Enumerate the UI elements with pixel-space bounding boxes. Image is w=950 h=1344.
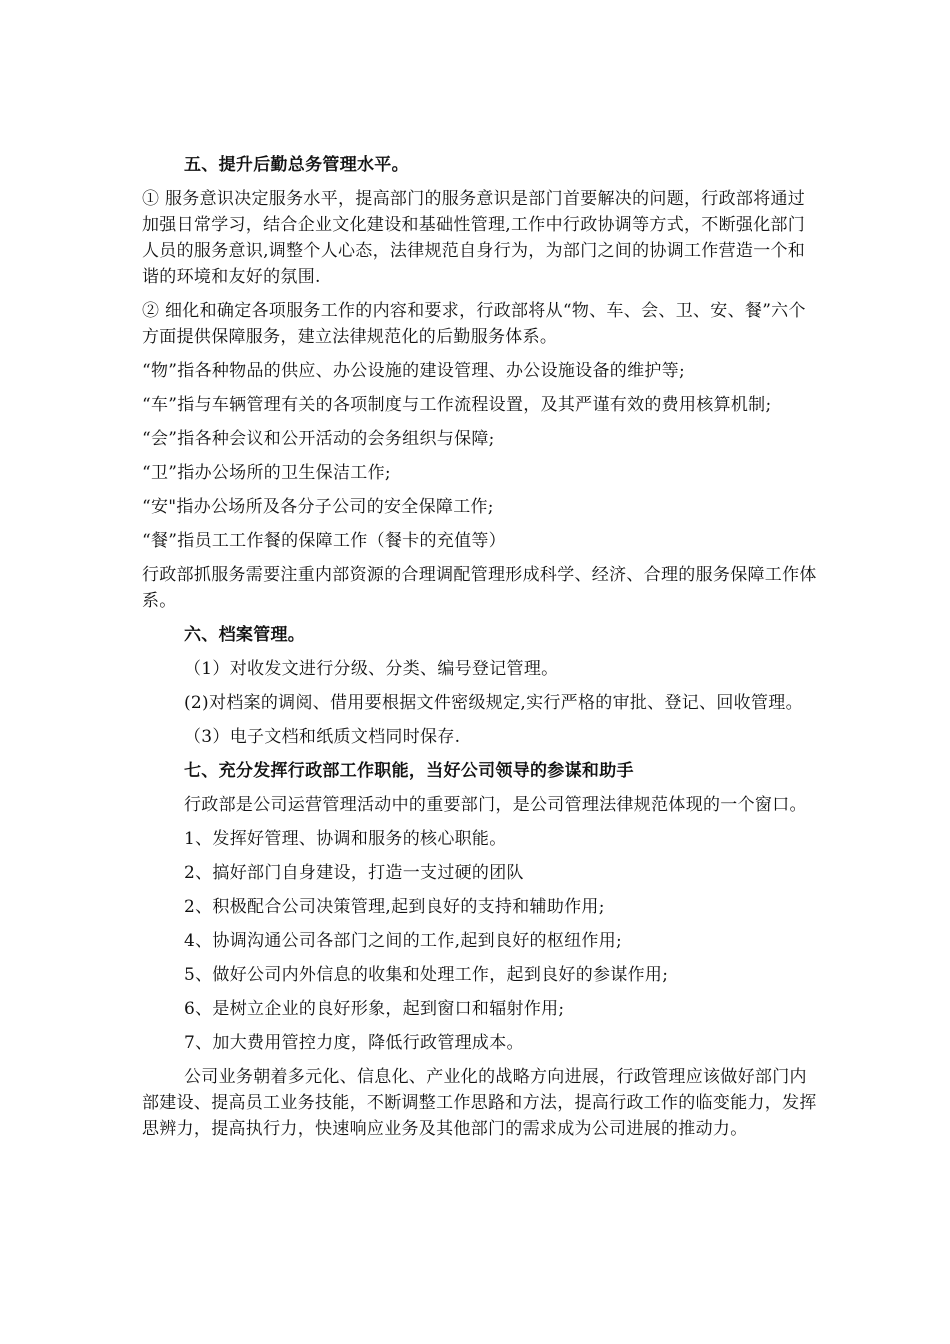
section-7-closing: 公司业务朝着多元化、信息化、产业化的战略方向进展，行政管理应该做好部门内部建设、提高员工业务技能，不断调整工作思路和方法，提高行政工作的临变能力，发挥思辨力，提高执行力，快速响应业务及其他部门的需求成为公司进展的推动力。 (142, 1067, 817, 1139)
section-7-intro: 行政部是公司运营管理活动中的重要部门，是公司管理法律规范体现的一个窗口。 (184, 795, 807, 815)
archive-item-1: （1）对收发文进行分级、分类、编号登记管理。 (184, 659, 559, 679)
service-item-an: “安"指办公场所及各分子公司的安全保障工作; (142, 497, 494, 517)
function-item-5: 5、做好公司内外信息的收集和处理工作，起到良好的参谋作用; (184, 965, 669, 985)
archive-item-3: （3）电子文档和纸质文档同时保存. (184, 727, 461, 747)
document-body (142, 152, 822, 1150)
function-item-3: 2、积极配合公司决策管理,起到良好的支持和辅助作用; (184, 897, 605, 917)
function-item-2: 2、搞好部门自身建设，打造一支过硬的团队 (184, 863, 524, 883)
function-item-6: 6、是树立企业的良好形象，起到窗口和辐射作用; (184, 999, 565, 1019)
section-5-paragraph-3: 行政部抓服务需要注重内部资源的合理调配管理形成科学、经济、合理的服务保障工作体系。 (142, 565, 817, 611)
section-5-paragraph-1: ① 服务意识决定服务水平，提高部门的服务意识是部门首要解决的问题，行政部将通过加强日常学习，结合企业文化建设和基础性管理,工作中行政协调等方式，不断强化部门人员的服务意识,调整个人心态，法律规范自身行为，为部门之间的协调工作营造一个和谐的环境和友好的氛围. (142, 189, 806, 287)
service-item-can: “餐”指员工工作餐的保障工作（餐卡的充值等） (142, 531, 506, 551)
service-item-wu: “物”指各种物品的供应、办公设施的建设管理、办公设施设备的维护等; (142, 361, 686, 381)
function-item-7: 7、加大费用管控力度，降低行政管理成本。 (184, 1033, 524, 1053)
section-5-heading: 五、提升后勤总务管理水平。 (184, 155, 409, 175)
service-item-hui: “会”指各种会议和公开活动的会务组织与保障; (142, 429, 495, 449)
function-item-4: 4、协调沟通公司各部门之间的工作,起到良好的枢纽作用; (184, 931, 623, 951)
section-6-heading: 六、档案管理。 (184, 625, 306, 645)
section-7-heading: 七、充分发挥行政部工作职能，当好公司领导的参谋和助手 (184, 761, 634, 781)
service-item-che: “车”指与车辆管理有关的各项制度与工作流程设置，及其严谨有效的费用核算机制; (142, 395, 772, 415)
section-5-paragraph-2: ② 细化和确定各项服务工作的内容和要求，行政部将从“物、车、会、卫、安、餐”六个方面提供保障服务，建立法律规范化的后勤服务体系。 (142, 301, 806, 347)
function-item-1: 1、发挥好管理、协调和服务的核心职能。 (184, 829, 507, 849)
archive-item-2: (2)对档案的调阅、借用要根据文件密级规定,实行严格的审批、登记、回收管理。 (184, 693, 803, 713)
service-item-wei: “卫”指办公场所的卫生保洁工作; (142, 463, 391, 483)
